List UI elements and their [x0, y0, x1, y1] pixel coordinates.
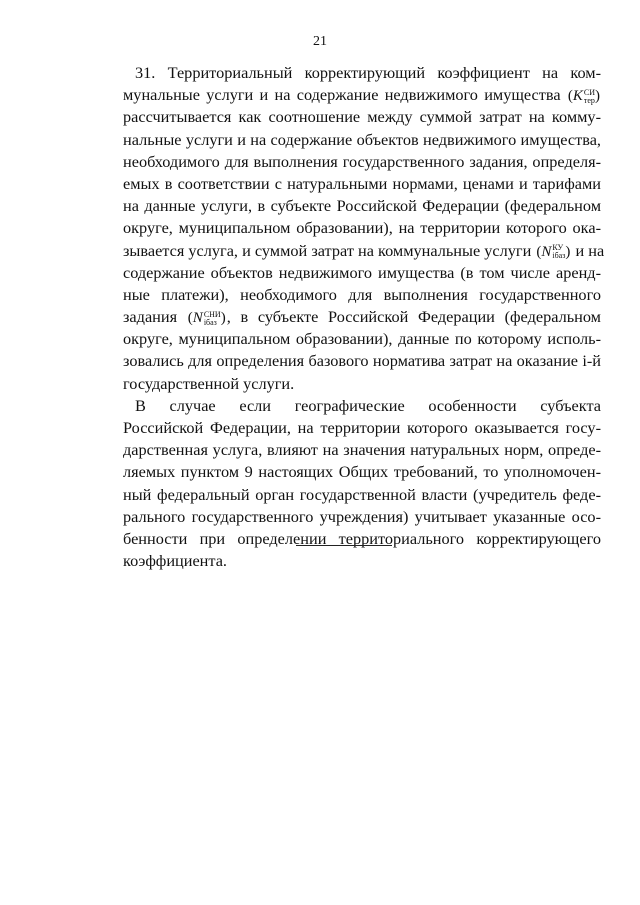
- text-line-with-formula: [123, 84, 601, 106]
- text-line: коэффициента.: [123, 551, 228, 571]
- text-fragment: задания: [123, 307, 178, 327]
- document-body: [123, 62, 605, 572]
- text-line: емых в соответствии с натуральными нормами, ценами и тарифами: [123, 173, 601, 193]
- text-line: содержание объектов недвижимого имущества (в том числе аренд-: [123, 262, 601, 282]
- page-number: 21: [313, 34, 327, 49]
- text-line: округе, муниципальном образовании), данные по которому исполь-: [123, 329, 601, 349]
- closing-rule: [296, 545, 392, 546]
- text-fragment: зывается услуга, и суммой затрат на коммунальные услуги: [123, 240, 532, 260]
- text-line: В случае если географические особенности субъекта: [135, 395, 601, 415]
- formula-k-ter: (K СИ тер ): [567, 87, 600, 105]
- text-line: 31. Территориальный корректирующий коэффициент на ком-: [135, 63, 601, 82]
- text-line: рального государственного учреждения) учитывает указанные осо-: [123, 506, 601, 526]
- formula-n-sni: (N СНИ iбаз ): [187, 309, 226, 327]
- text-line-with-formula: [123, 306, 601, 328]
- text-line-with-formula: [123, 240, 605, 262]
- text-fragment: , в субъекте Российской Федерации (федеральном: [226, 307, 601, 327]
- text-line: рассчитывается как соотношение между суммой затрат на комму-: [123, 107, 601, 127]
- text-line: необходимого для выполнения государственного задания, определя-: [123, 151, 601, 171]
- text-fragment: и на: [575, 240, 605, 260]
- formula-n-ku: (N КУ iбаз ): [536, 243, 571, 261]
- text-line: на данные услуги, в субъекте Российской Федерации (федеральном: [123, 196, 601, 216]
- text-line: зовались для определения базового норматива затрат на оказание i-й: [123, 351, 601, 371]
- text-line: ляемых пунктом 9 настоящих Общих требований, то уполномочен-: [123, 462, 601, 482]
- text-line: бенности при определении территориального корректирующего: [123, 528, 601, 548]
- text-line: Российской Федерации, на территории которого оказывается госу-: [123, 418, 601, 437]
- text-line: округе, муниципальном образовании), на территории которого ока-: [123, 218, 601, 238]
- text-line: нальные услуги и на содержание объектов недвижимого имущества,: [123, 129, 601, 149]
- text-line: ные платежи), необходимого для выполнения государственного: [123, 284, 601, 304]
- text-line: ный федеральный орган государственной власти (учредитель феде-: [123, 484, 601, 504]
- text-fragment: мунальные услуги и на содержание недвижимого имущества: [123, 85, 561, 105]
- text-line: дарственная услуга, влияют на значения натуральных норм, опреде-: [123, 440, 601, 460]
- text-line: государственной услуги.: [123, 373, 295, 393]
